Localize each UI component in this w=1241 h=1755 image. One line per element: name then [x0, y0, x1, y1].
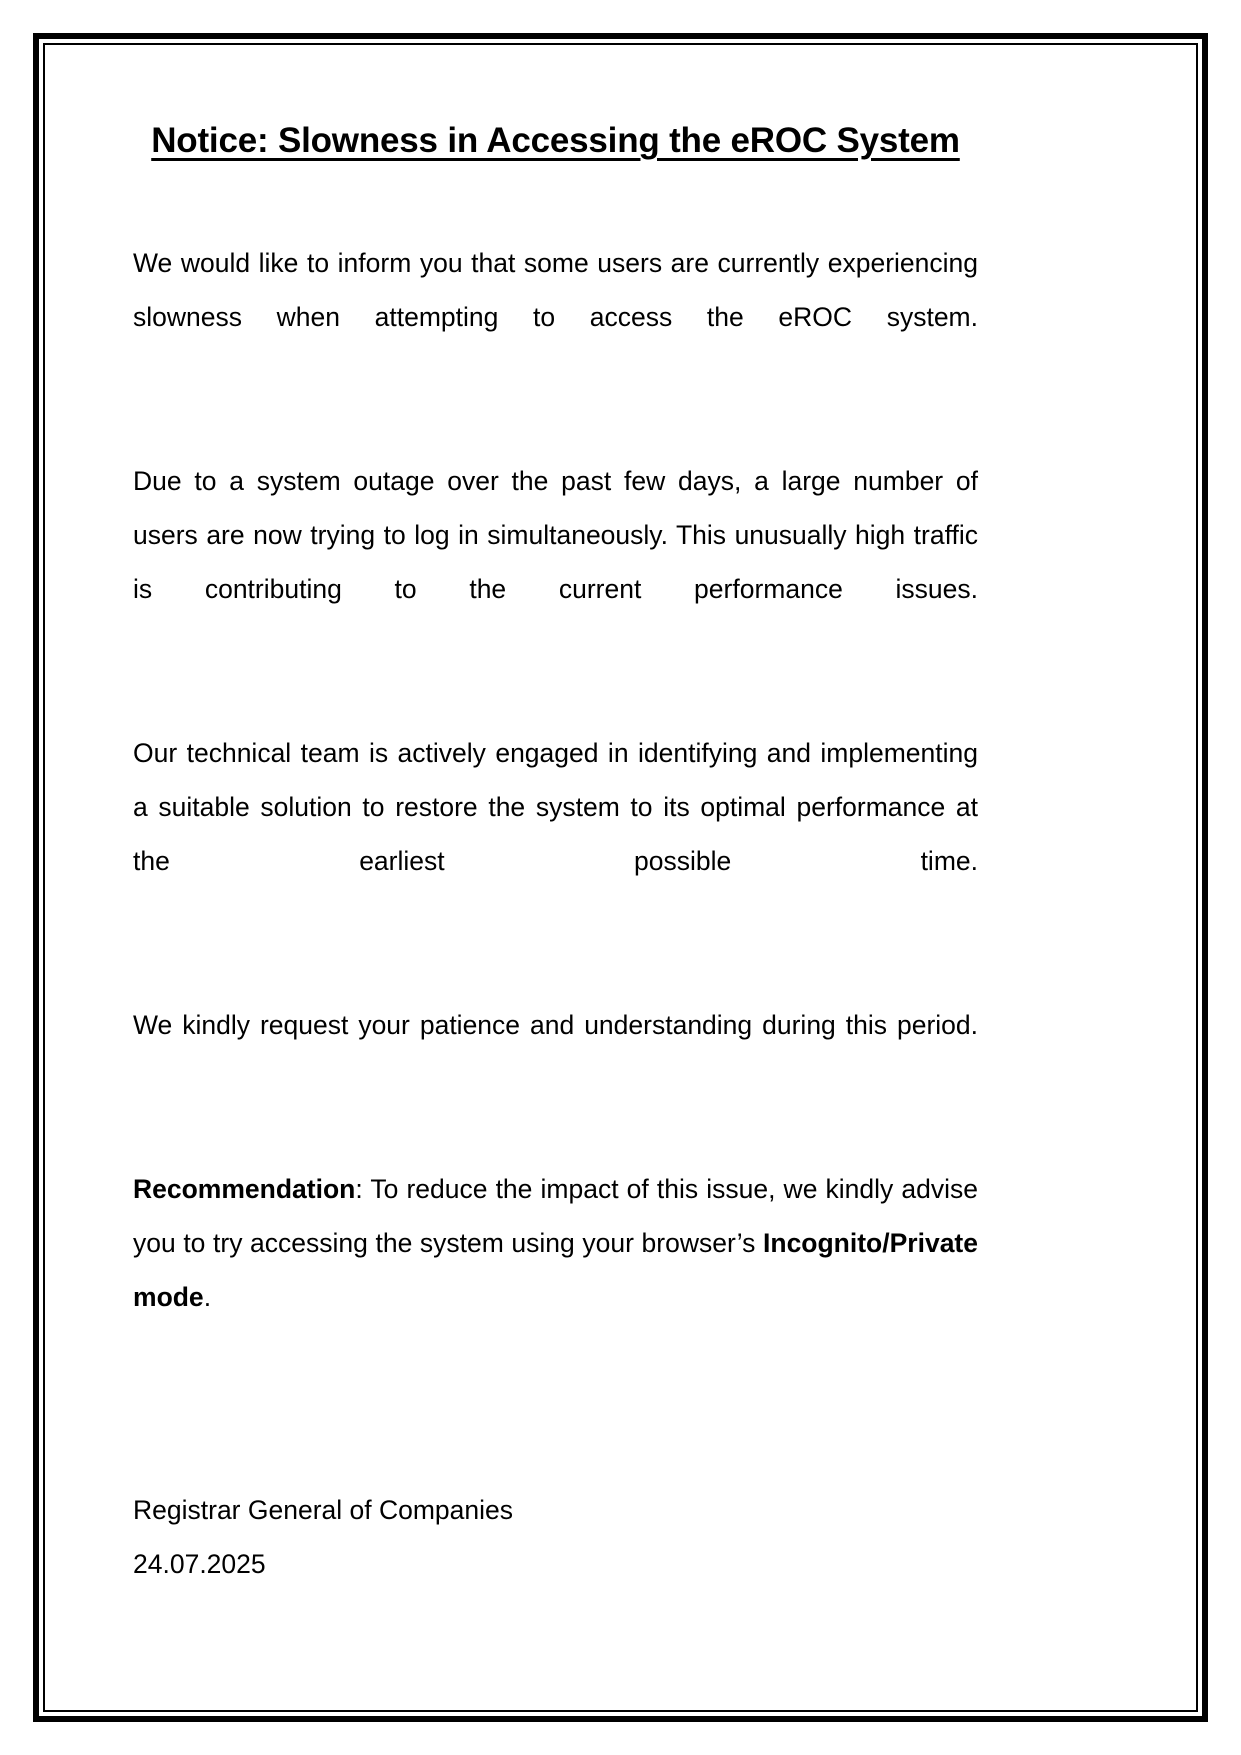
signature-date: 24.07.2025: [133, 1548, 266, 1579]
signature-name: Registrar General of Companies: [133, 1494, 514, 1525]
paragraph-patience: We kindly request your patience and understanding during this period.: [133, 1009, 978, 1040]
recommendation-text-before: To reduce the impact of this issue, we kindly advise you to try accessing the system using your browser’s: [133, 1173, 978, 1258]
recommendation-label: Recommendation: [133, 1173, 356, 1204]
recommendation-separator: :: [355, 1173, 371, 1204]
document-content: [133, 118, 978, 1591]
paragraph-action: Our technical team is actively engaged in identifying and implementing a suitable solution to restore the system to its optimal performance at the earliest possible time.: [133, 737, 978, 876]
page-title: Notice: Slowness in Accessing the eROC System: [151, 121, 960, 160]
recommendation-emphasis: Incognito/Private mode: [133, 1227, 978, 1312]
paragraph-cause: Due to a system outage over the past few days, a large number of users are now trying to log in simultaneously. This unusually high traffic is contributing to the current performance issues.: [133, 465, 978, 604]
document-body: [133, 236, 978, 1378]
paragraph-recommendation: [133, 1162, 978, 1378]
signature-block: [133, 1483, 978, 1591]
paragraph-intro: We would like to inform you that some users are currently experiencing slowness when attempting to access the eROC system.: [133, 247, 978, 332]
recommendation-text-after: .: [203, 1281, 212, 1312]
